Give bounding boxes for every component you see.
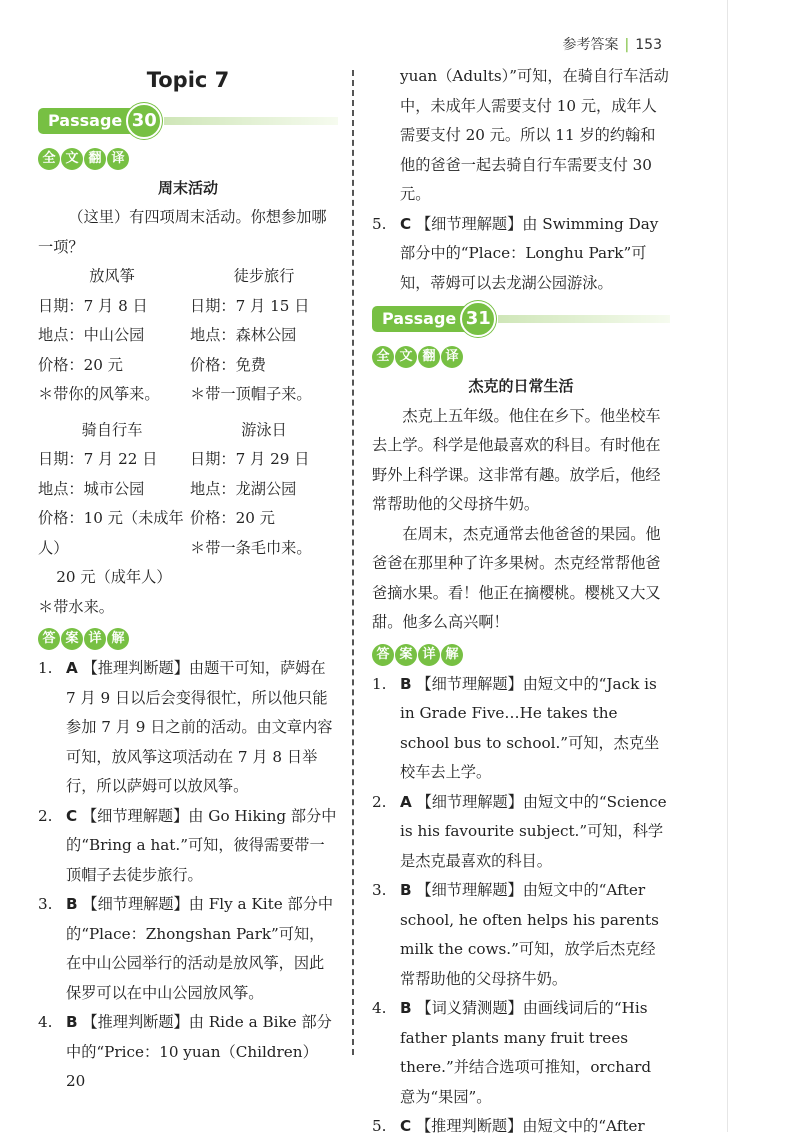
answer-choice: A (400, 792, 412, 811)
answer-text: 【词义猜测题】由画线词后的“His father plants many fruit trees there.”并结合选项可推知，orchard 意为“果园”。 (400, 999, 652, 1106)
tag-char: 详 (84, 628, 106, 650)
activity-note: ＊带你的风筝来。 (38, 385, 160, 403)
answer-choice: C (400, 214, 412, 233)
page-header (563, 34, 662, 54)
answer-number: 5. (372, 214, 387, 233)
tag-char: 翻 (84, 148, 106, 170)
activities-row-2 (38, 416, 338, 593)
translation-title: 杰克的日常生活 (468, 377, 574, 395)
activity-name: 放风筝 (89, 267, 135, 285)
answer-choice: A (66, 659, 78, 677)
passage-number: 30 (126, 103, 162, 139)
tag-char: 答 (372, 644, 394, 666)
answer-text: 【推理判断题】由题干可知，萨姆在 7 月 9 日以后会变得很忙，所以他只能参加 7 月 9 日之前的活动。由文章内容可知，放风筝这项活动在 7 月 8 日举行，所以萨姆可以放风筝。 (66, 659, 333, 795)
answer-text: 【推理判断题】由短文中的“After (415, 1117, 645, 1135)
answer-item (372, 994, 670, 1112)
activity-swimming (190, 416, 338, 593)
answer-text: 【推理判断题】由 Ride a Bike 部分中的“Price：10 yuan（Children） 20 (66, 1013, 332, 1090)
activity-bike (38, 416, 186, 593)
tag-char: 翻 (418, 346, 440, 368)
activity-note: ＊带水来。 (38, 597, 114, 616)
translation-title: 周末活动 (157, 178, 218, 197)
translation-paragraph: 在周末，杰克通常去他爸爸的果园。他爸爸在那里种了许多果树。杰克经常帮他爸爸摘水果。看！他正在摘樱桃。樱桃又大又甜。他多么高兴啊！ (372, 524, 661, 631)
tag-char: 答 (38, 628, 60, 650)
tag-char: 解 (107, 628, 129, 650)
activity-price: 价格：20 元 (190, 509, 275, 527)
answer-number: 2. (38, 806, 53, 825)
answer-tag (38, 626, 338, 652)
tag-char: 解 (441, 644, 463, 666)
answer-text: 【细节理解题】由短文中的“After school, he often helps his parents milk the cows.”可知，放学后杰克经常帮助他的父母挤牛奶。 (400, 881, 659, 988)
right-column (372, 62, 670, 1142)
header-label: 参考答案 (562, 37, 619, 53)
answer-item (372, 670, 670, 788)
answer-choice: C (400, 1117, 412, 1135)
activity-name: 骑自行车 (81, 420, 143, 439)
passage-number: 31 (460, 301, 496, 337)
tag-char: 案 (61, 628, 83, 650)
page-number: 153 (635, 37, 662, 53)
page-edge (727, 0, 728, 1132)
tag-char: 详 (418, 644, 440, 666)
answer-choice: B (66, 895, 78, 913)
activity-place: 地点：城市公园 (38, 479, 145, 498)
translation-tag (38, 146, 338, 172)
activity-name: 游泳日 (241, 420, 287, 439)
activity-date: 日期：7 月 29 日 (190, 450, 310, 468)
activity-price: 价格：免费 (190, 355, 266, 374)
answer-number: 4. (38, 1013, 53, 1031)
activity-price-adults: 20 元（成年人） (56, 568, 172, 586)
tag-char: 全 (372, 346, 394, 368)
left-column (38, 62, 338, 1097)
passage-banner-tail (164, 117, 338, 125)
passage-banner-31 (372, 304, 670, 334)
activity-place: 地点：龙湖公园 (190, 479, 297, 498)
activity-date: 日期：7 月 15 日 (190, 296, 310, 315)
answer-number: 4. (372, 999, 387, 1017)
answer-item (38, 1008, 338, 1097)
activity-date: 日期：7 月 22 日 (38, 450, 158, 468)
activity-date: 日期：7 月 8 日 (38, 296, 148, 315)
passage-label: Passage (38, 108, 132, 134)
answer-choice: C (66, 806, 78, 825)
answer-number: 5. (372, 1117, 387, 1135)
tag-char: 文 (61, 148, 83, 170)
answer-text: 【细节理解题】由 Swimming Day 部分中的“Place：Longhu Park”可知，蒂姆可以去龙湖公园游泳。 (400, 214, 659, 292)
answer-choice: B (400, 881, 412, 899)
translation-intro: （这里）有四项周末活动。你想参加哪一项？ (38, 208, 327, 256)
answer-number: 1. (372, 674, 387, 693)
activity-place: 地点：森林公园 (190, 326, 297, 344)
tag-char: 文 (395, 346, 417, 368)
passage-label: Passage (372, 306, 466, 332)
answer-number: 3. (372, 881, 387, 899)
answer-tag (372, 642, 670, 668)
answer-text: 【细节理解题】由 Fly a Kite 部分中的“Place：Zhongshan Park”可知，在中山公园举行的活动是放风筝，因此保罗可以在中山公园放风筝。 (66, 895, 334, 1002)
answer-item (372, 876, 670, 994)
activity-price: 价格：10 元（未成年人） (38, 509, 184, 557)
answer-text: 【细节理解题】由短文中的“Science is his favourite subject.”可知，科学是杰克最喜欢的科目。 (400, 792, 667, 870)
activity-hiking (190, 262, 338, 410)
activity-place: 地点：中山公园 (38, 326, 145, 344)
activity-kite (38, 262, 186, 410)
tag-char: 全 (38, 148, 60, 170)
answer-text: 【细节理解题】由短文中的“Jack is in Grade Five…He takes the school bus to school.”可知，杰克坐校车去上学。 (400, 674, 660, 781)
tag-char: 译 (107, 148, 129, 170)
activities-row-1 (38, 262, 338, 410)
answer-item (38, 654, 338, 802)
answer-item (38, 802, 338, 891)
column-divider (352, 70, 354, 1055)
passage-banner-tail (498, 315, 670, 323)
answer-choice: B (400, 674, 412, 693)
translation-tag (372, 344, 670, 370)
answer-text: 【细节理解题】由 Go Hiking 部分中的“Bring a hat.”可知，彼得需要带一顶帽子去徒步旅行。 (66, 806, 337, 884)
tag-char: 案 (395, 644, 417, 666)
answer-item (372, 1112, 670, 1142)
answer-choice: B (400, 999, 412, 1017)
topic-title: Topic 7 (146, 68, 230, 92)
answer-number: 1. (38, 659, 53, 677)
activity-note: ＊带一条毛巾来。 (190, 538, 312, 557)
activity-note: ＊带一顶帽子来。 (190, 385, 312, 403)
answer-number: 2. (372, 792, 387, 811)
answer-item (372, 210, 670, 299)
answer-item (372, 788, 670, 877)
tag-char: 译 (441, 346, 463, 368)
answer-choice: B (66, 1013, 78, 1031)
activity-name: 徒步旅行 (233, 267, 295, 285)
answer-continuation: yuan（Adults）”可知，在骑自行车活动中，未成年人需要支付 10 元，成年人需要支付 20 元。所以 11 岁的约翰和他的爸爸一起去骑自行车需要支付 30 元。 (400, 67, 669, 203)
answer-item (38, 890, 338, 1008)
translation-paragraph: 杰克上五年级。他住在乡下。他坐校车去上学。科学是他最喜欢的科目。有时他在野外上科学课。这非常有趣。放学后，他经常帮助他的父母挤牛奶。 (372, 406, 661, 513)
answer-number: 3. (38, 895, 53, 913)
passage-banner-30 (38, 106, 338, 136)
activity-price: 价格：20 元 (38, 355, 123, 374)
header-divider: | (624, 37, 630, 53)
